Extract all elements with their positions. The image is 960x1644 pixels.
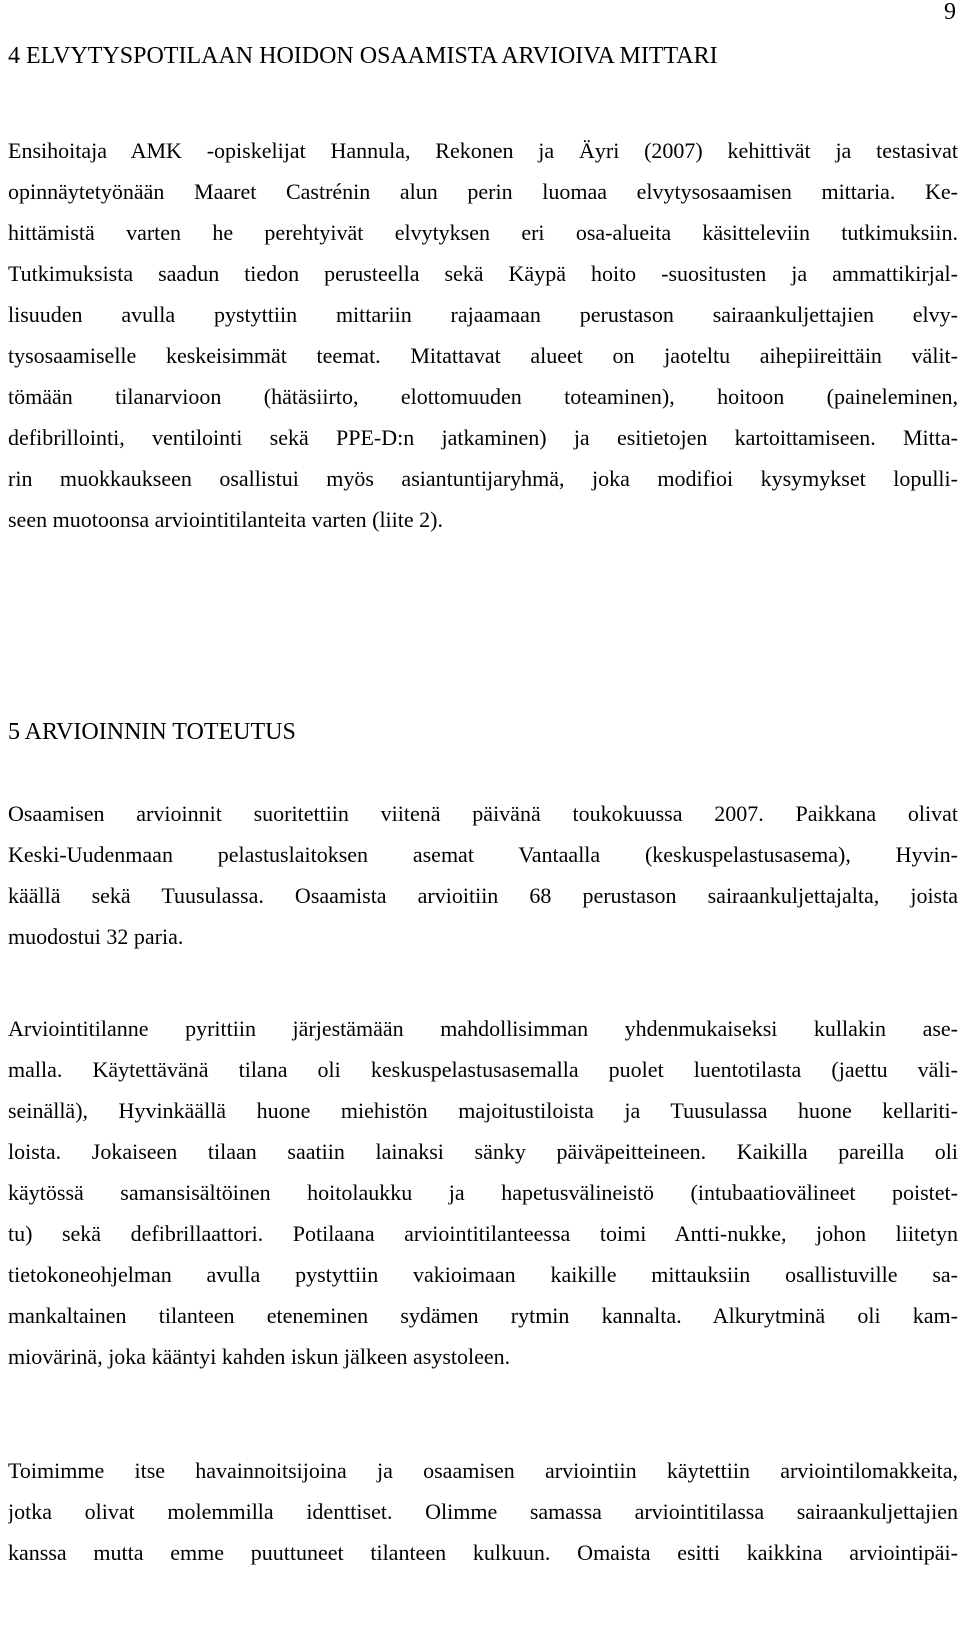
text-line: mankaltainen tilanteen eteneminen sydämen rytmin kannalta. Alkurytminä oli kam- (8, 1303, 958, 1328)
text-line: rin muokkaukseen osallistui myös asiantuntijaryhmä, joka modifioi kysymykset lopulli- (8, 466, 958, 491)
text-line: Tutkimuksista saadun tiedon perusteella sekä Käypä hoito -suositusten ja ammattikirjal- (8, 261, 958, 286)
text-line: tu) sekä defibrillaattori. Potilaana arviointitilanteessa toimi Antti-nukke, johon liitetyn (8, 1221, 958, 1246)
section-5-heading: 5 ARVIOINNIN TOTEUTUS (8, 719, 296, 745)
text-line: tömään tilanarvioon (hätäsiirto, elottomuuden toteaminen), hoitoon (paineleminen, (8, 384, 958, 409)
section-4-paragraph (8, 130, 958, 540)
text-line: hittämistä varten he perehtyivät elvytyksen eri osa-alueita käsitteleviin tutkimuksiin. (8, 220, 958, 245)
section-5-paragraph-3 (8, 1450, 958, 1573)
text-line: seinällä), Hyvinkäällä huone miehistön majoitustiloista ja Tuusulassa huone kellariti- (8, 1098, 958, 1123)
section-4-heading: 4 ELVYTYSPOTILAAN HOIDON OSAAMISTA ARVIOIVA MITTARI (8, 43, 718, 69)
text-line: opinnäytetyönään Maaret Castrénin alun perin luomaa elvytysosaamisen mittaria. Ke- (8, 179, 958, 204)
text-line: käällä sekä Tuusulassa. Osaamista arvioitiin 68 perustason sairaankuljettajalta, joista (8, 883, 958, 908)
text-line: Keski-Uudenmaan pelastuslaitoksen asemat Vantaalla (keskuspelastusasema), Hyvin- (8, 842, 958, 867)
text-line: loista. Jokaiseen tilaan saatiin lainaksi sänky päiväpeitteineen. Kaikilla pareilla oli (8, 1139, 958, 1164)
text-line: kanssa mutta emme puuttuneet tilanteen kulkuun. Omaista esitti kaikkina arviointipäi- (8, 1540, 958, 1565)
text-line: käytössä samansisältöinen hoitolaukku ja hapetusvälineistö (intubaatiovälineet poistet- (8, 1180, 958, 1205)
text-line: malla. Käytettävänä tilana oli keskuspelastusasemalla puolet luentotilasta (jaettu väli- (8, 1057, 958, 1082)
section-5-paragraph-2 (8, 1008, 958, 1377)
text-line: Toimimme itse havainnoitsijoina ja osaamisen arviointiin käytettiin arviointilomakkeita, (8, 1458, 958, 1483)
section-5-paragraph-1 (8, 793, 958, 957)
text-line: jotka olivat molemmilla identtiset. Olimme samassa arviointitilassa sairaankuljettajien (8, 1499, 958, 1524)
text-line: Arviointitilanne pyrittiin järjestämään mahdollisimman yhdenmukaiseksi kullakin ase- (8, 1016, 958, 1041)
text-line: tysosaamiselle keskeisimmät teemat. Mitattavat alueet on jaoteltu aihepiireittäin välit- (8, 343, 958, 368)
text-line: miovärinä, joka kääntyi kahden iskun jälkeen asystoleen. (8, 1344, 511, 1369)
text-line: Osaamisen arvioinnit suoritettiin viitenä päivänä toukokuussa 2007. Paikkana olivat (8, 801, 958, 826)
text-line: Ensihoitaja AMK -opiskelijat Hannula, Rekonen ja Äyri (2007) kehittivät ja testasivat (8, 138, 958, 163)
text-line: seen muotoonsa arviointitilanteita varten (liite 2). (8, 507, 443, 532)
text-line: lisuuden avulla pystyttiin mittariin rajaamaan perustason sairaankuljettajien elvy- (8, 302, 958, 327)
text-line: muodostui 32 paria. (8, 924, 184, 949)
page-number: 9 (944, 0, 956, 25)
text-line: tietokoneohjelman avulla pystyttiin vakioimaan kaikille mittauksiin osallistuville sa- (8, 1262, 958, 1287)
text-line: defibrillointi, ventilointi sekä PPE-D:n jatkaminen) ja esitietojen kartoittamiseen. Mitta- (8, 425, 958, 450)
